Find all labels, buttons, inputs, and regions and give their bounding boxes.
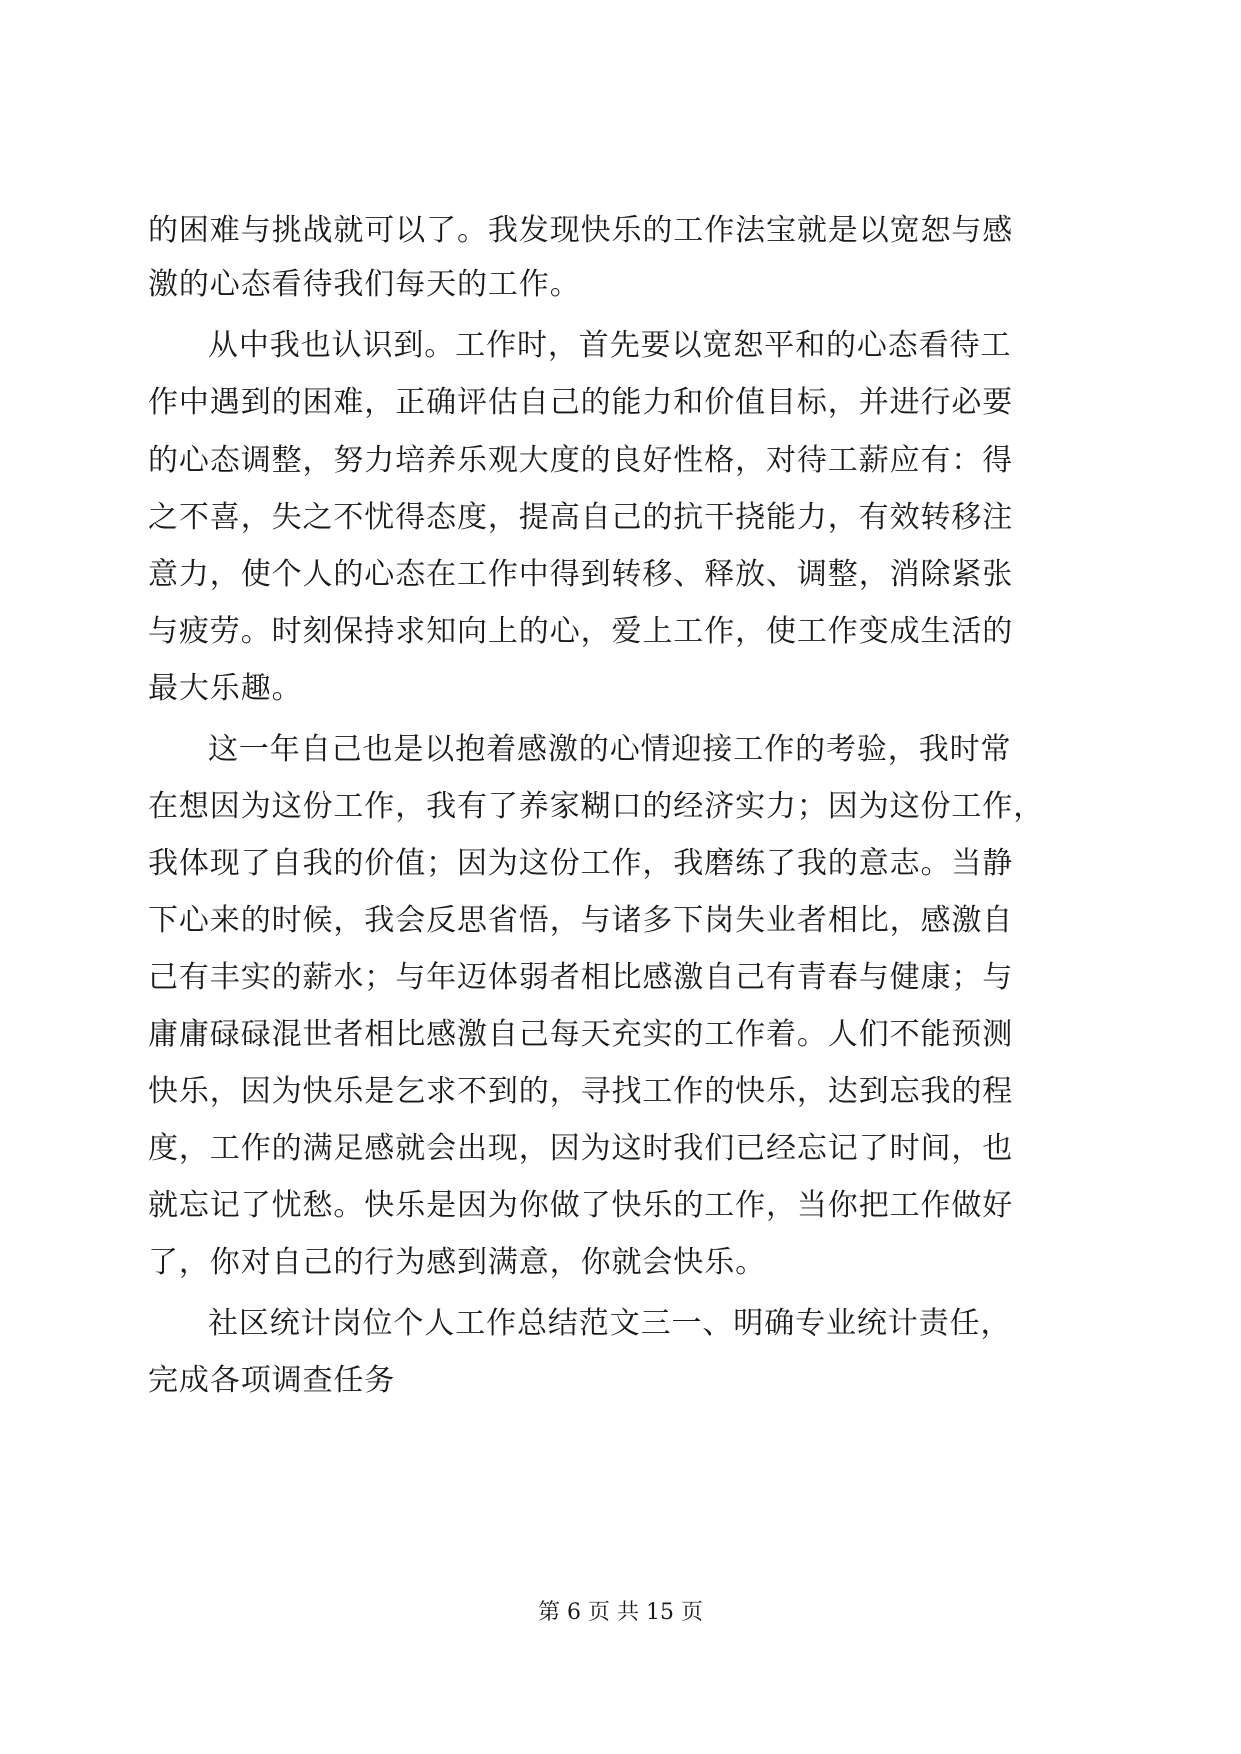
body-line: 从中我也认识到。工作时，首先要以宽恕平和的心态看待工 [208,328,1012,363]
body-line: 之不喜，失之不忧得态度，提高自己的抗干挠能力，有效转移注 [148,500,1014,535]
body-line: 的困难与挑战就可以了。我发现快乐的工作法宝就是以宽恕与感 [148,213,1014,248]
body-line: 完成各项调查任务 [148,1363,396,1398]
body-line: 激的心态看待我们每天的工作。 [148,267,581,302]
body-line: 社区统计岗位个人工作总结范文三一、明确专业统计责任， [208,1306,1012,1341]
body-line: 我体现了自我的价值；因为这份工作，我磨练了我的意志。当静 [148,846,1014,881]
body-line: 度，工作的满足感就会出现，因为这时我们已经忘记了时间，也 [148,1131,1014,1166]
body-line: 这一年自己也是以抱着感激的心情迎接工作的考验，我时常 [208,732,1012,767]
body-line: 快乐，因为快乐是乞求不到的，寻找工作的快乐，达到忘我的程 [148,1074,1014,1109]
body-line: 下心来的时候，我会反思省悟，与诸多下岗失业者相比，感激自 [148,903,1014,938]
body-line: 在想因为这份工作，我有了养家糊口的经济实力；因为这份工作， [148,789,1045,824]
body-line: 己有丰实的薪水；与年迈体弱者相比感激自己有青春与健康；与 [148,960,1014,995]
body-line: 的心态调整，努力培养乐观大度的良好性格，对待工薪应有：得 [148,443,1014,478]
body-line: 与疲劳。时刻保持求知向上的心，爱上工作，使工作变成生活的 [148,614,1014,649]
body-line: 了，你对自己的行为感到满意，你就会快乐。 [148,1245,766,1280]
body-line: 意力，使个人的心态在工作中得到转移、释放、调整，消除紧张 [148,557,1014,592]
body-line: 就忘记了忧愁。快乐是因为你做了快乐的工作，当你把工作做好 [148,1188,1014,1223]
body-line: 作中遇到的困难，正确评估自己的能力和价值目标，并进行必要 [148,385,1014,420]
body-line: 最大乐趣。 [148,671,303,706]
page-number-footer: 第 6 页 共 15 页 [538,1600,703,1625]
body-line: 庸庸碌碌混世者相比感激自己每天充实的工作着。人们不能预测 [148,1017,1014,1052]
